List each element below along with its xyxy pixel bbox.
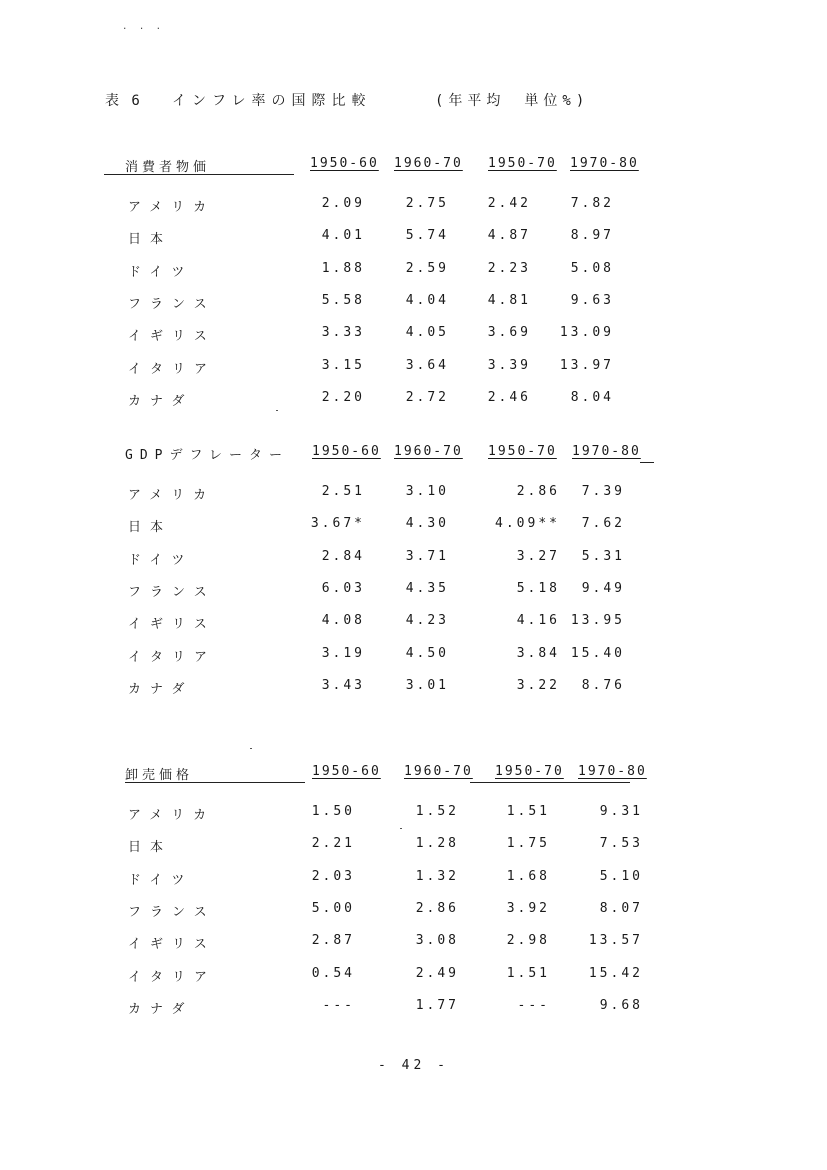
table-row [0,516,827,538]
year-header: 1950-60 [312,764,381,779]
rate-value: 5.58 [321,292,365,308]
rate-value: 9.31 [599,804,643,819]
country-name: イタリア [128,361,217,377]
rate-value: 5.00 [311,900,355,916]
country-name: 日本 [128,520,173,536]
rate-value: 2.98 [506,933,550,949]
rate-value: 3.15 [321,357,365,373]
country-name: カナダ [128,681,194,697]
rate-value: 7.62 [581,516,625,532]
table-row [0,998,827,1020]
rate-value: 1.28 [415,836,459,852]
rate-value: 0.54 [311,965,355,981]
table-row [0,358,827,380]
rate-value: 9.68 [599,997,643,1013]
rate-value: 7.53 [599,836,643,852]
table-row [0,933,827,955]
rate-value: 4.08 [321,613,365,629]
rate-value: 2.21 [311,836,355,852]
table-row [0,901,827,923]
section-title: 卸売価格 [125,768,194,783]
year-header: 1950-70 [488,156,557,171]
rate-value: 2.84 [321,548,365,564]
rate-value: 2.51 [321,484,365,499]
rate-value: 4.05 [405,325,449,341]
country-name: ドイツ [128,872,194,888]
table-row [0,293,827,315]
table-row [0,613,827,635]
rate-value: 1.51 [506,965,550,981]
rate-value: 3.22 [516,677,560,693]
section-title-rule [125,782,305,783]
section-rule [470,782,630,783]
rate-value: 2.59 [405,260,449,276]
rate-value: 5.31 [581,548,625,564]
section-header [0,762,827,786]
country-name: ドイツ [128,552,194,568]
rate-value: --- [322,997,355,1013]
rate-value: 9.63 [570,292,614,308]
year-header: 1950-70 [488,444,557,459]
rate-value: 2.46 [487,389,531,405]
rate-value: 8.04 [570,389,614,405]
rate-value: 1.88 [321,260,365,276]
page-number: - 42 - [378,1058,449,1073]
year-header: 1960-70 [404,764,473,779]
rate-value: 2.42 [487,196,531,211]
country-name: イギリス [128,329,216,345]
table-row [0,196,827,218]
rate-value: 2.49 [415,965,459,981]
table-row [0,549,827,571]
rate-value: 3.84 [516,645,560,661]
rate-value: 3.01 [405,677,449,693]
rate-value: 13.09 [559,325,614,341]
rate-value: 5.74 [405,228,449,244]
country-name: 日本 [128,840,173,856]
section-header [0,442,827,466]
rate-value: 2.86 [516,484,560,499]
country-name: カナダ [128,1001,194,1017]
rate-value: 2.72 [405,389,449,405]
rate-value: 4.87 [487,228,531,244]
rate-value: 3.71 [405,548,449,564]
rate-value: 7.82 [570,196,614,211]
rate-value: 3.33 [321,325,365,341]
rate-value: 15.42 [588,965,643,981]
corner-mark: . . . [122,22,165,32]
table-row [0,581,827,603]
scan-speck [400,828,402,829]
rate-value: 5.18 [516,580,560,596]
country-name: イタリア [128,649,217,665]
rate-value: 5.10 [599,868,643,884]
rate-value: 3.08 [415,933,459,949]
country-name: イギリス [128,937,216,953]
country-name: カナダ [128,393,194,409]
country-name: フランス [128,296,216,312]
rate-value: 3.10 [405,484,449,499]
table-row [0,390,827,412]
country-name: イギリス [128,617,216,633]
rate-value: 1.52 [415,804,459,819]
table-row [0,678,827,700]
rate-value: 13.97 [559,357,614,373]
rate-value: 4.30 [405,516,449,532]
rate-value: 1.32 [415,868,459,884]
rate-value: 4.23 [405,613,449,629]
section-header [0,154,827,178]
country-name: イタリア [128,969,217,985]
rate-value: 7.39 [581,484,625,499]
rate-value: 1.68 [506,868,550,884]
rate-value: 3.43 [321,677,365,693]
rate-value: 5.08 [570,260,614,276]
rate-value: 9.49 [581,580,625,596]
table-title: インフレ率の国際比較 [172,93,372,109]
rate-value: 3.19 [321,645,365,661]
rate-value: 2.09 [321,196,365,211]
year-header: 1960-70 [394,444,463,459]
section-rule-tail [640,462,654,463]
rate-value: 1.77 [415,997,459,1013]
rate-value: 2.20 [321,389,365,405]
rate-value: 4.16 [516,613,560,629]
rate-value: 1.75 [506,836,550,852]
year-header: 1950-60 [312,444,381,459]
rate-value: 3.69 [487,325,531,341]
country-name: アメリカ [128,808,216,823]
table-row [0,869,827,891]
year-header: 1960-70 [394,156,463,171]
rate-value: 3.92 [506,900,550,916]
table-row [0,804,827,826]
rate-value: 6.03 [321,580,365,596]
country-name: アメリカ [128,200,216,215]
rate-value: 13.57 [588,933,643,949]
country-name: 日本 [128,232,173,248]
table-row [0,646,827,668]
section-title-rule [104,174,294,175]
year-header: 1950-60 [310,156,379,171]
rate-value: 4.35 [405,580,449,596]
rate-value: 15.40 [570,645,625,661]
year-header: 1970-80 [578,764,647,779]
rate-value: 3.67* [310,516,365,532]
rate-value: 3.64 [405,357,449,373]
unit-note: (年平均 単位%) [435,93,590,109]
year-header: 1970-80 [572,444,641,459]
table-row [0,228,827,250]
rate-value: 4.50 [405,645,449,661]
rate-value: 3.39 [487,357,531,373]
rate-value: 4.81 [487,292,531,308]
table-row [0,325,827,347]
rate-value: 8.07 [599,900,643,916]
scan-speck [250,748,252,749]
country-name: ドイツ [128,264,194,280]
rate-value: 3.27 [516,548,560,564]
year-header: 1950-70 [495,764,564,779]
rate-value: 2.23 [487,260,531,276]
rate-value: 13.95 [570,613,625,629]
rate-value: 1.51 [506,804,550,819]
rate-value: 2.03 [311,868,355,884]
table-row [0,836,827,858]
rate-value: --- [517,997,550,1013]
rate-value: 1.50 [311,804,355,819]
rate-value: 8.76 [581,677,625,693]
rate-value: 8.97 [570,228,614,244]
section-title: GDPデフレーター [125,448,289,463]
table-row [0,966,827,988]
table-title-row [0,90,827,112]
rate-value: 4.04 [405,292,449,308]
rate-value: 2.86 [415,900,459,916]
table-label: 表 6 [105,93,142,109]
scan-speck [276,410,278,411]
section-title: 消費者物価 [125,160,211,175]
table-row [0,261,827,283]
country-name: アメリカ [128,488,216,503]
rate-value: 4.01 [321,228,365,244]
rate-value: 2.75 [405,196,449,211]
year-header: 1970-80 [570,156,639,171]
table-row [0,484,827,506]
country-name: フランス [128,584,216,600]
rate-value: 4.09** [495,516,560,532]
rate-value: 2.87 [311,933,355,949]
country-name: フランス [128,904,216,920]
